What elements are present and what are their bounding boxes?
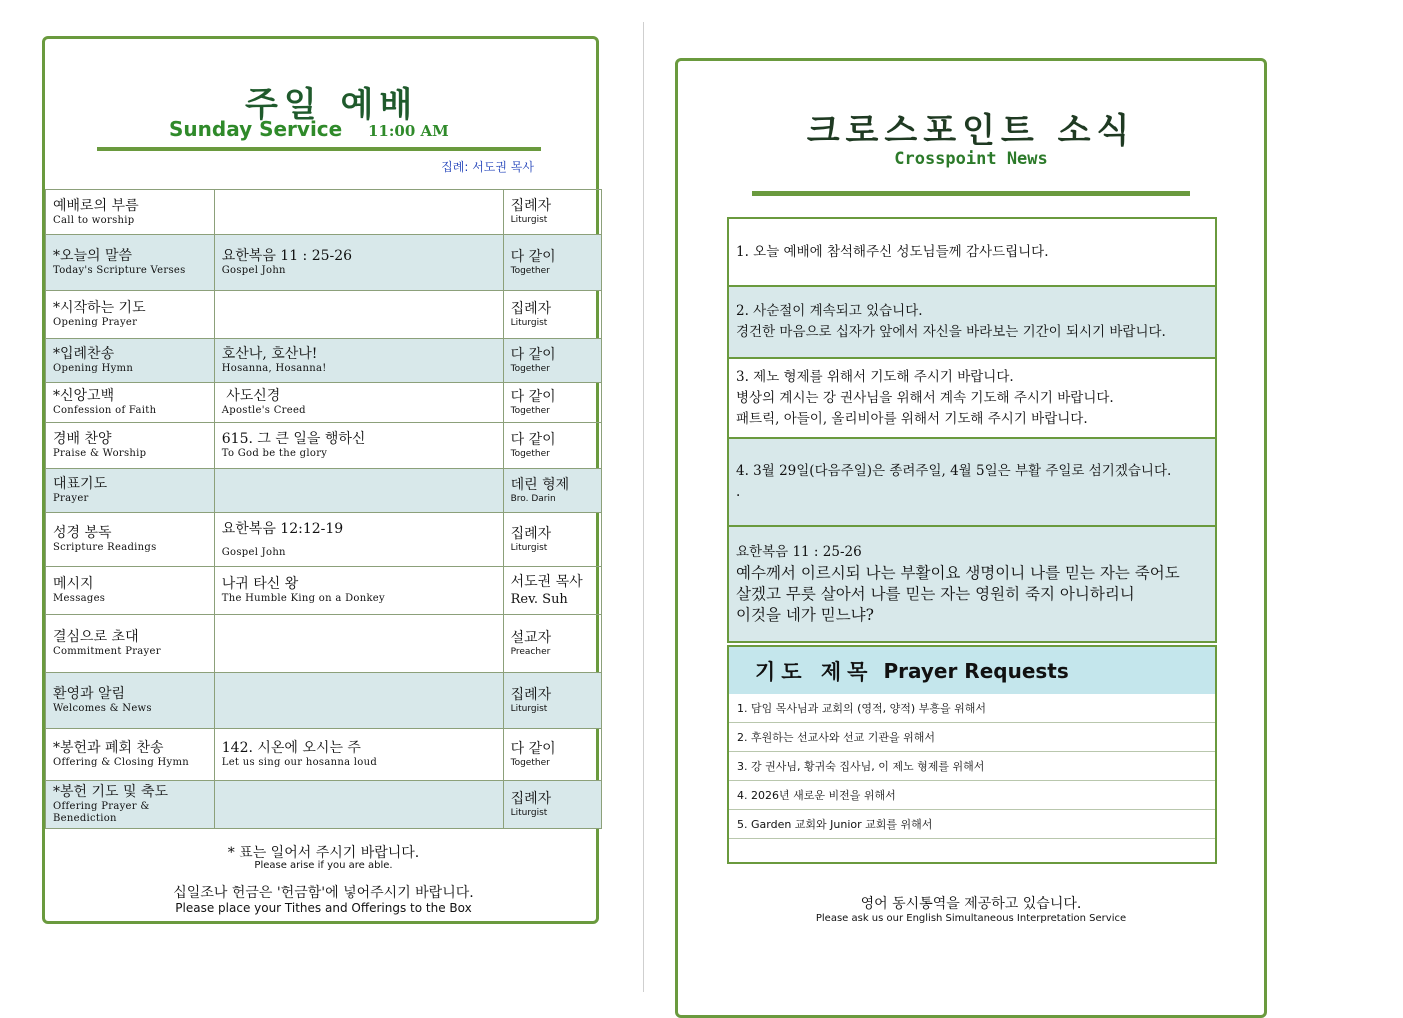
prayer-item: 5. Garden 교회와 Junior 교회를 위해서	[729, 810, 1215, 839]
leader-ko: 집례자	[510, 525, 552, 542]
content-en: Let us sing our hosanna loud	[221, 757, 378, 768]
prayer-item: 3. 강 권사님, 황귀숙 집사님, 이 제노 형제를 위해서	[729, 752, 1215, 781]
leader-en: Together	[510, 448, 550, 459]
content-en: The Humble King on a Donkey	[221, 593, 385, 604]
news-line: 병상의 계시는 강 권사님을 위해서 계속 기도해 주시기 바랍니다.	[736, 389, 1114, 406]
news-line: 4. 3월 29일(다음주일)은 종려주일, 4월 5일은 부활 주일로 섬기겠습니다.	[736, 463, 1172, 479]
item-name-ko: 성경 봉독	[53, 525, 112, 541]
page-divider	[643, 22, 644, 992]
scripture-verse	[729, 527, 1215, 641]
news-item	[729, 287, 1215, 359]
item-name-en: Today's Scripture Verses	[53, 265, 186, 276]
interpretation-note-ko: 영어 동시통역을 제공하고 있습니다.	[860, 896, 1082, 912]
table-row	[46, 235, 602, 291]
item-name-en: Praise & Worship	[53, 448, 147, 459]
content-ko: 142. 시온에 오시는 주	[221, 740, 361, 756]
item-name-en: Offering Prayer & Benediction	[53, 801, 150, 824]
news-line: 3. 제노 형제를 위해서 기도해 주시기 바랍니다.	[736, 368, 1014, 385]
leader-ko: 집례자	[510, 686, 552, 703]
prayer-item: 1. 담임 목사님과 교회의 (영적, 양적) 부흥을 위해서	[729, 694, 1215, 723]
news-item	[729, 439, 1215, 527]
leader-ko: 다 같이	[510, 346, 556, 363]
item-name-en: Confession of Faith	[53, 405, 157, 416]
table-row	[46, 383, 602, 423]
item-name-ko: *신앙고백	[53, 388, 115, 404]
prayer-requests-box	[727, 645, 1217, 864]
leader-en: Liturgist	[510, 317, 548, 328]
order-of-worship-table	[45, 189, 602, 829]
verse-line: 예수께서 이르시되 나는 부활이요 생명이니 나를 믿는 자는 죽어도	[736, 564, 1180, 582]
content-ko: 호산나, 호산나!	[221, 346, 318, 362]
prayer-item: 2. 후원하는 선교사와 선교 기관을 위해서	[729, 723, 1215, 752]
news-line: 경건한 마음으로 십자가 앞에서 자신을 바라보는 기간이 되시기 바랍니다.	[736, 324, 1166, 340]
news-line: 2. 사순절이 계속되고 있습니다.	[736, 303, 923, 319]
offering-note-ko: 십일조나 헌금은 '헌금함'에 넣어주시기 바랍니다.	[173, 885, 474, 901]
leader-ko: 다 같이	[510, 740, 556, 757]
item-name-ko: 메시지	[53, 576, 94, 592]
item-name-ko: *입례찬송	[53, 346, 115, 362]
table-row	[46, 513, 602, 567]
presider: 집례: 서도권 목사	[441, 160, 534, 174]
leader-ko: 집례자	[510, 300, 552, 317]
news-line: 1. 오늘 예배에 참석해주신 성도님들께 감사드립니다.	[736, 243, 1049, 260]
news-list	[727, 217, 1217, 643]
content-en: Gospel John	[221, 546, 286, 558]
table-row	[46, 615, 602, 673]
leader-en: Together	[510, 363, 550, 374]
interpretation-note-en: Please ask us our English Simultaneous Interpretation Service	[815, 913, 1127, 924]
item-name-ko: 경배 찬양	[53, 431, 112, 447]
leader-en: Bro. Darin	[510, 493, 556, 504]
content-en: Apostle's Creed	[221, 405, 306, 416]
news-title-en: Crosspoint News	[894, 149, 1048, 169]
item-name-en: Call to worship	[53, 214, 135, 226]
item-name-en: Opening Prayer	[53, 317, 138, 328]
news-line: 패트릭, 아들이, 올리비아를 위해서 기도해 주시기 바랍니다.	[736, 410, 1088, 427]
news-item	[729, 359, 1215, 439]
content-ko: 요한복음 12:12-19	[221, 520, 344, 537]
table-row	[46, 291, 602, 339]
content-en: Hosanna, Hosanna!	[221, 363, 327, 374]
verse-line: 살겠고 무릇 살아서 나를 믿는 자는 영원히 죽지 아니하리니	[736, 585, 1135, 603]
service-title-ko: 주일 예배	[245, 85, 419, 125]
content-ko: 나귀 타신 왕	[221, 576, 299, 592]
news-title-underline	[752, 191, 1190, 196]
prayer-title-ko: 기도 제목	[755, 658, 874, 684]
crosspoint-news-panel	[675, 58, 1267, 1018]
prayer-title-en: Prayer Requests	[883, 658, 1069, 683]
leader-en: Rev. Suh	[510, 591, 568, 607]
news-item	[729, 219, 1215, 287]
prayer-item-empty	[729, 839, 1215, 868]
leader-en: Together	[510, 405, 550, 416]
item-name-ko: *시작하는 기도	[53, 300, 146, 316]
item-name-ko: *봉헌 기도 및 축도	[53, 784, 169, 800]
sunday-service-panel	[42, 36, 599, 924]
leader-en: Preacher	[510, 646, 551, 657]
table-row	[46, 190, 602, 235]
leader-ko: 집례자	[510, 198, 552, 214]
item-name-en: Welcomes & News	[53, 703, 152, 714]
leader-ko: 설교자	[510, 629, 552, 646]
item-name-en: Prayer	[53, 493, 89, 504]
table-row	[46, 423, 602, 469]
service-title-en: Sunday Service	[169, 117, 343, 141]
verse-reference: 요한복음 11 : 25-26	[736, 544, 862, 560]
item-name-ko: 환영과 알림	[53, 686, 126, 702]
table-row	[46, 469, 602, 513]
leader-ko: 데린 형제	[510, 476, 570, 493]
item-name-en: Opening Hymn	[53, 363, 134, 374]
leader-en: Liturgist	[510, 542, 548, 553]
content-en: Gospel John	[221, 265, 286, 276]
stand-note-en: Please arise if you are able.	[254, 860, 393, 871]
content-ko: 요한복음 11 : 25-26	[221, 248, 353, 264]
item-name-ko: 결심으로 초대	[53, 629, 139, 645]
content-en: To God be the glory	[221, 448, 328, 459]
news-line: .	[736, 484, 741, 500]
item-name-ko: *오늘의 말씀	[53, 248, 133, 264]
title-underline	[97, 147, 541, 151]
leader-en: Together	[510, 265, 550, 276]
content-ko: 사도신경	[221, 388, 281, 404]
prayer-requests-header	[729, 647, 1215, 694]
item-name-ko: 대표기도	[53, 476, 108, 492]
leader-en: Together	[510, 757, 550, 768]
item-name-ko: 예배로의 부름	[53, 197, 139, 214]
table-row	[46, 673, 602, 729]
leader-en: Liturgist	[510, 703, 548, 714]
verse-line: 이것을 네가 믿느냐?	[736, 606, 874, 624]
stand-note-ko: * 표는 일어서 주시기 바랍니다.	[227, 845, 420, 861]
prayer-item: 4. 2026년 새로운 비전을 위해서	[729, 781, 1215, 810]
leader-en: Liturgist	[510, 807, 548, 818]
leader-ko: 다 같이	[510, 388, 556, 405]
content-ko: 615. 그 큰 일을 행하신	[221, 431, 366, 447]
item-name-ko: *봉헌과 폐회 찬송	[53, 740, 164, 756]
item-name-en: Scripture Readings	[53, 542, 157, 553]
service-time: 11:00 AM	[368, 122, 449, 140]
offering-note-en: Please place your Tithes and Offerings to the Box	[175, 901, 472, 915]
table-row	[46, 339, 602, 383]
item-name-en: Offering & Closing Hymn	[53, 757, 190, 768]
table-row	[46, 729, 602, 781]
leader-ko: 다 같이	[510, 248, 556, 265]
table-row	[46, 781, 602, 829]
news-title-ko: 크로스포인트 소식	[806, 111, 1136, 151]
item-name-en: Commitment Prayer	[53, 646, 161, 657]
leader-ko: 다 같이	[510, 431, 556, 448]
item-name-en: Messages	[53, 593, 106, 604]
leader-en: Liturgist	[510, 215, 548, 225]
table-row	[46, 567, 602, 615]
leader-ko: 집례자	[510, 790, 552, 807]
leader-ko: 서도권 목사	[510, 573, 583, 590]
